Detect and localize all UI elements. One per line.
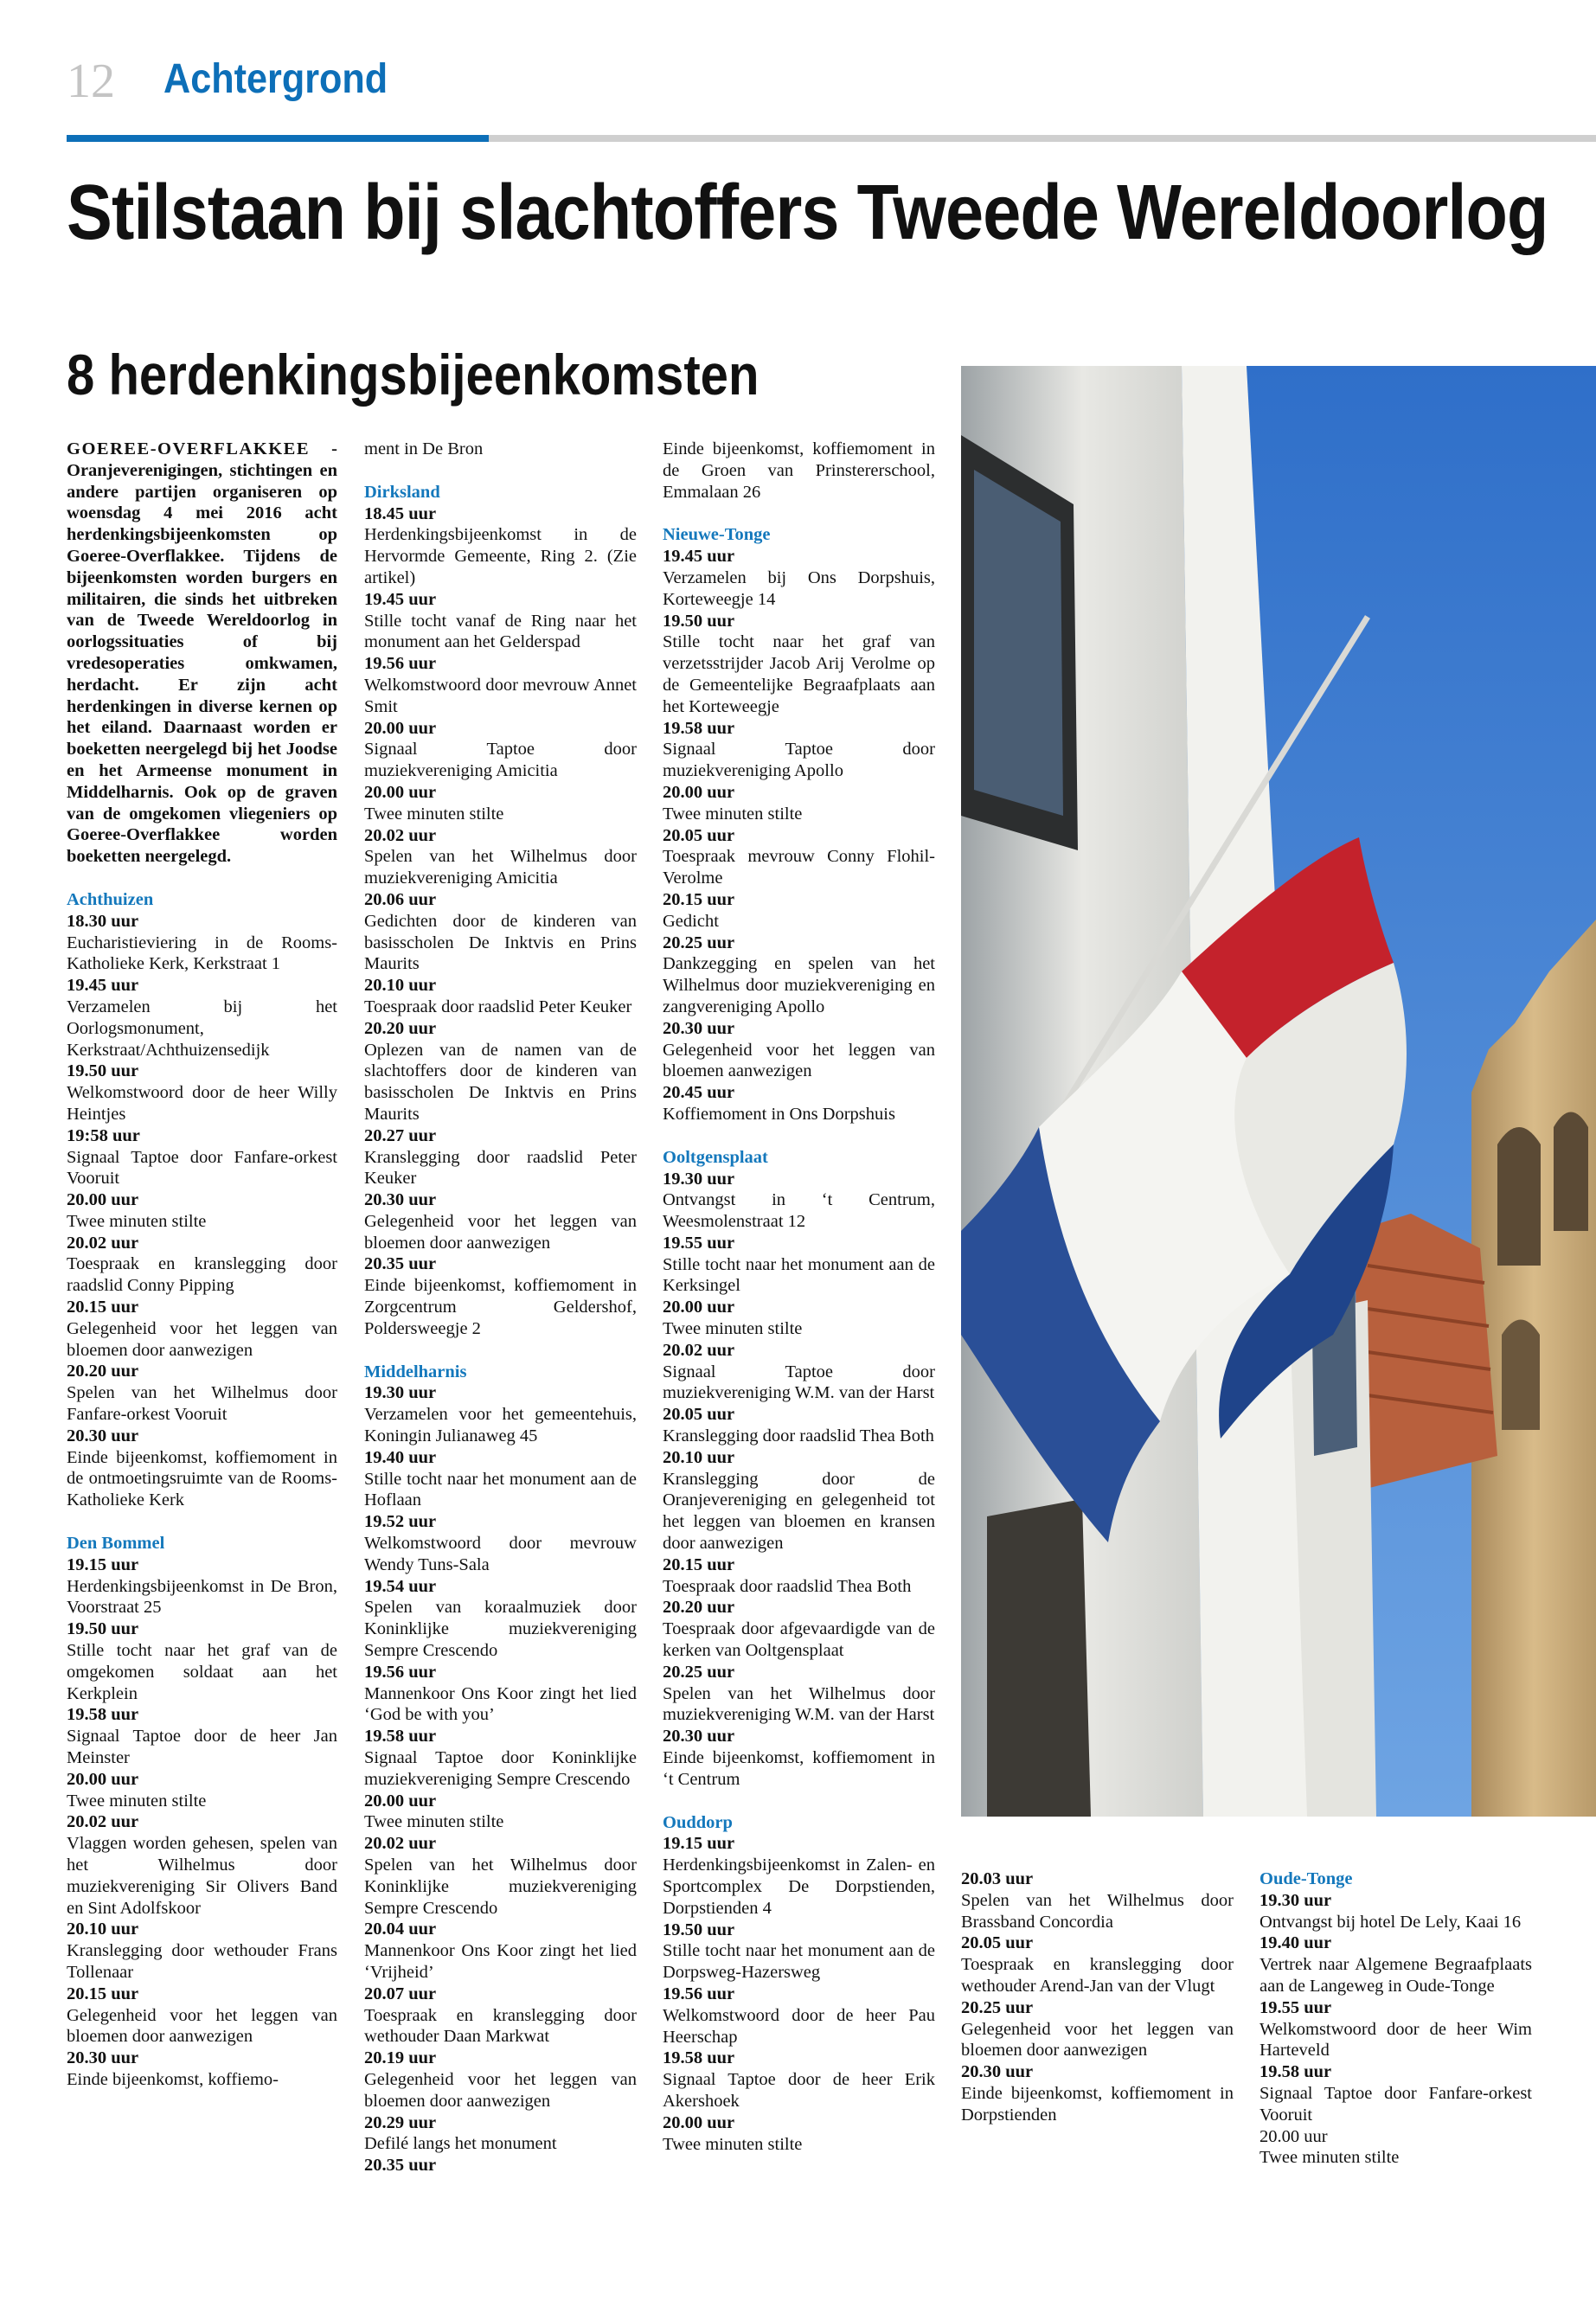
- event-description: Eucharistieviering in de Rooms-Katholieke Kerk, Kerkstraat 1: [67, 933, 337, 974]
- time-label: 19.56 uur: [364, 1662, 437, 1682]
- time-label: 20.02 uur: [67, 1233, 139, 1253]
- event-description: Toespraak mevrouw Conny Flohil-Verolme: [663, 847, 935, 888]
- time-label: 20.10 uur: [364, 976, 437, 996]
- time-label: 20.00 uur: [663, 1298, 735, 1317]
- time-label: 20.19 uur: [364, 2048, 437, 2068]
- event-description: Toespraak en kranslegging door raadslid Conny Pipping: [67, 1254, 337, 1296]
- event-description: Koffiemoment in Ons Dorpshuis: [663, 1104, 895, 1124]
- article-headline: Stilstaan bij slachtoffers Tweede Wereldoorlog: [67, 170, 1548, 256]
- event-description: Defilé langs het monument: [364, 2134, 557, 2154]
- time-label: 19.30 uur: [364, 1383, 437, 1403]
- event-description: Ontvangst bij hotel De Lely, Kaai 16: [1259, 1912, 1522, 1932]
- time-label: 19.58 uur: [364, 1727, 437, 1747]
- time-label: 20.29 uur: [364, 2112, 437, 2132]
- event-description: Ontvangst in ‘t Centrum, Weesmolenstraat 12: [663, 1190, 935, 1232]
- time-label: 19.45 uur: [364, 589, 437, 609]
- schedule-oude-tonge: [1259, 1868, 1532, 2169]
- article-subhead: 8 herdenkingsbijeenkomsten: [67, 343, 760, 407]
- event-description: Mannenkoor Ons Koor zingt het lied ‘Vrijheid’: [364, 1941, 637, 1982]
- event-description: Stille tocht naar het monument aan de Hoflaan: [364, 1469, 637, 1510]
- time-label: 20.25 uur: [663, 1662, 735, 1682]
- time-label: 19.15 uur: [663, 1834, 735, 1854]
- event-description: Gelegenheid voor het leggen van bloemen door aanwezigen: [67, 2005, 337, 2047]
- time-label: 19.30 uur: [663, 1169, 735, 1189]
- place-heading: Dirksland: [364, 482, 440, 502]
- event-description: Twee minuten stilte: [1259, 2148, 1400, 2168]
- time-label: 20.30 uur: [67, 1426, 139, 1445]
- time-label: 20.03 uur: [961, 1869, 1034, 1888]
- event-description: Stille tocht naar het monument aan de Dorpsweg-Hazersweg: [663, 1941, 935, 1983]
- event-description: Twee minuten stilte: [67, 1211, 207, 1231]
- event-description: Welkomstwoord door mevrouw Wendy Tuns-Sala: [364, 1534, 637, 1574]
- event-description: Welkomstwoord door de heer Wim Harteveld: [1259, 2019, 1532, 2061]
- time-label: 20.30 uur: [961, 2062, 1034, 2082]
- schedule-den-bommel-continued: [364, 439, 637, 460]
- time-label: 20.27 uur: [364, 1125, 437, 1145]
- event-description: Kranslegging door raadslid Thea Both: [663, 1426, 934, 1446]
- event-description: Gelegenheid voor het leggen van bloemen door aanwezigen: [364, 2069, 637, 2111]
- event-description: Vlaggen worden gehesen, spelen van het Wilhelmus door muziekvereniging Sir Olivers Band en Sint Adolfskoor: [67, 1834, 337, 1918]
- text-column-3: [663, 439, 935, 2155]
- event-description: Toespraak door afgevaardigde van de kerken van Ooltgensplaat: [663, 1619, 935, 1661]
- time-label: 20.05 uur: [961, 1933, 1034, 1953]
- event-description: Kranslegging door wethouder Frans Tollenaar: [67, 1941, 337, 1982]
- time-label: 20.35 uur: [364, 1254, 437, 1274]
- time-label: 20.04 uur: [364, 1920, 437, 1939]
- event-description: Signaal Taptoe door de heer Erik Akershoek: [663, 2070, 935, 2111]
- time-label: 20.30 uur: [663, 1727, 735, 1747]
- event-description-continued: Einde bijeenkomst, koffiemoment in de Groen van Prinstererschool, Emmalaan 26: [663, 439, 935, 502]
- event-description: Oplezen van de namen van de slachtoffers door de kinderen van basisscholen De Inktvis en Prins Maurits: [364, 1040, 637, 1124]
- time-label: 19.58 uur: [663, 718, 735, 738]
- intro-text: - Oranjeverenigingen, stichtingen en andere partijen organiseren op woensdag 4 mei 2016 acht herdenkingsbijeenkomsten op Goeree-Overflakkee. Tijdens de bijeenkomsten worden burgers en militairen, die sinds het uitbreken van de Tweede Wereldoorlog in oorlogssituaties of bij vredesoperaties omkwamen, herdacht. Er zijn acht herdenkingen in diverse kernen op het eiland. Daarnaast worden er boeketten neergelegd bij het Joodse en het Armeense monument in Middelharnis. Ook op de graven van de omgekomen vliegeniers op Goeree-Overflakkee worden boeketten neergelegd.: [67, 439, 337, 867]
- time-label: 20.05 uur: [663, 1405, 735, 1425]
- event-description: Spelen van het Wilhelmus door Koninklijke muziekvereniging Sempre Crescendo: [364, 1856, 637, 1918]
- event-description: Signaal Taptoe door muziekvereniging Apollo: [663, 740, 935, 781]
- intro-paragraph: [67, 439, 337, 868]
- time-label: 20.00 uur: [663, 2112, 735, 2132]
- place-heading: Ouddorp: [663, 1812, 733, 1832]
- event-description: Signaal Taptoe door Koninklijke muziekvereniging Sempre Crescendo: [364, 1748, 637, 1789]
- event-description: Herdenkingsbijeenkomst in de Hervormde Gemeente, Ring 2. (Zie artikel): [364, 525, 637, 587]
- time-label: 19.58 uur: [1259, 2062, 1332, 2082]
- event-description: Einde bijeenkomst, koffiemoment in ‘t Centrum: [663, 1748, 935, 1789]
- time-label: 20.15 uur: [67, 1984, 139, 2003]
- text-column-4: [961, 1868, 1234, 2126]
- place-heading: Achthuizen: [67, 889, 154, 909]
- event-description: Spelen van het Wilhelmus door Brassband Concordia: [961, 1890, 1234, 1932]
- time-label: 20.00 uur: [364, 1791, 437, 1811]
- event-description: Einde bijeenkomst, koffiemoment in Dorpstienden: [961, 2083, 1234, 2125]
- time-label: 20.02 uur: [663, 1340, 735, 1360]
- place-heading: Den Bommel: [67, 1534, 165, 1554]
- time-label: 20.05 uur: [663, 825, 735, 845]
- event-description: Welkomstwoord door de heer Willy Heintjes: [67, 1083, 337, 1124]
- dutch-flag-on-building-photo: [961, 366, 1596, 1817]
- place-heading: Ooltgensplaat: [663, 1147, 768, 1167]
- time-label: 19.55 uur: [663, 1233, 735, 1253]
- schedule-dirksland: [364, 482, 637, 1340]
- event-description: Twee minuten stilte: [663, 1319, 803, 1339]
- time-label: 20.02 uur: [364, 1834, 437, 1854]
- event-description: Signaal Taptoe door Fanfare-orkest Vooruit: [67, 1147, 337, 1189]
- time-label: 20.45 uur: [663, 1083, 735, 1103]
- event-description: Gelegenheid voor het leggen van bloemen door aanwezigen: [364, 1211, 637, 1253]
- event-description: Kranslegging door de Oranjevereniging en gelegenheid tot het leggen van bloemen en kransen door aanwezigen: [663, 1469, 935, 1554]
- event-description: Toespraak en kranslegging door wethouder Arend-Jan van der Vlugt: [961, 1955, 1234, 1996]
- time-label: 18.45 uur: [364, 503, 437, 523]
- schedule-achthuizen: [67, 889, 337, 1511]
- time-label: 19.50 uur: [663, 1920, 735, 1939]
- event-description: Welkomstwoord door mevrouw Annet Smit: [364, 675, 637, 716]
- event-description: Signaal Taptoe door muziekvereniging W.M. van der Harst: [663, 1362, 935, 1403]
- time-label: 20.30 uur: [67, 2048, 139, 2068]
- time-label: 19.58 uur: [663, 2048, 735, 2068]
- event-description: Einde bijeenkomst, koffiemo-: [67, 2069, 279, 2089]
- time-label: 19.56 uur: [364, 654, 437, 674]
- schedule-nieuwe-tonge: [663, 524, 935, 1125]
- time-label: 19.55 uur: [1259, 1997, 1332, 2017]
- event-description: Gelegenheid voor het leggen van bloemen aanwezigen: [663, 1040, 935, 1081]
- text-column-5: [1259, 1868, 1532, 2169]
- event-description: Mannenkoor Ons Koor zingt het lied ‘God be with you’: [364, 1683, 637, 1725]
- time-label: 19.40 uur: [364, 1447, 437, 1467]
- time-label: 20.02 uur: [364, 825, 437, 845]
- time-label: 20.30 uur: [663, 1018, 735, 1038]
- event-description: Toespraak en kranslegging door wethouder Daan Markwat: [364, 2005, 637, 2047]
- page-number: 12: [67, 54, 115, 108]
- event-description: Signaal Taptoe door de heer Jan Meinster: [67, 1727, 337, 1768]
- time-label: 20.20 uur: [364, 1018, 437, 1038]
- intro-dateline: GOEREE-OVERFLAKKEE: [67, 439, 311, 458]
- schedule-middelharnis-continued: [663, 439, 935, 503]
- event-description: Herdenkingsbijeenkomst in Zalen- en Sportcomplex De Dorpstienden, Dorpstienden 4: [663, 1856, 935, 1918]
- event-description: Verzamelen bij Ons Dorpshuis, Korteweegje 14: [663, 567, 935, 609]
- page-header: [67, 50, 1596, 111]
- time-label: 18.30 uur: [67, 911, 139, 931]
- time-label: 20.10 uur: [663, 1447, 735, 1467]
- event-description: Gelegenheid voor het leggen van bloemen door aanwezigen: [67, 1318, 337, 1360]
- event-description: Spelen van het Wilhelmus door muziekvereniging W.M. van der Harst: [663, 1683, 935, 1725]
- event-description: Signaal Taptoe door Fanfare-orkest Vooruit: [1259, 2083, 1532, 2125]
- event-description: Gedicht: [663, 911, 719, 931]
- time-label: 20.00 uur: [1259, 2126, 1328, 2146]
- time-label: 20.02 uur: [67, 1812, 139, 1832]
- event-description: Verzamelen bij het Oorlogsmonument, Kerkstraat/Achthuizensedijk: [67, 997, 337, 1060]
- event-description: Twee minuten stilte: [663, 2134, 803, 2154]
- event-description: Stille tocht naar het graf van de omgekomen soldaat aan het Kerkplein: [67, 1641, 337, 1703]
- event-description: Twee minuten stilte: [364, 804, 504, 824]
- section-title: Achtergrond: [163, 56, 388, 102]
- time-label: 19.56 uur: [663, 1984, 735, 2003]
- event-description: Einde bijeenkomst, koffiemoment in de ontmoetingsruimte van de Rooms-Katholieke Kerk: [67, 1447, 337, 1510]
- schedule-den-bommel: [67, 1533, 337, 2091]
- schedule-ooltgensplaat: [663, 1147, 935, 1791]
- flag-photo: [961, 366, 1596, 1817]
- time-label: 20.30 uur: [364, 1190, 437, 1210]
- time-label: 20.20 uur: [663, 1598, 735, 1618]
- event-description: Verzamelen voor het gemeentehuis, Koningin Julianaweg 45: [364, 1405, 637, 1446]
- time-label: 19.45 uur: [663, 547, 735, 567]
- time-label: 20.07 uur: [364, 1984, 437, 2003]
- event-description: Welkomstwoord door de heer Pau Heerschap: [663, 2005, 935, 2047]
- time-label: 20.00 uur: [67, 1190, 139, 1210]
- time-label: 20.00 uur: [364, 782, 437, 802]
- place-heading: Nieuwe-Tonge: [663, 525, 771, 545]
- schedule-ouddorp: [663, 1812, 935, 2156]
- time-label: 19.45 uur: [67, 976, 139, 996]
- time-label: 19.50 uur: [67, 1619, 139, 1639]
- event-description: Stille tocht naar het monument aan de Kerksingel: [663, 1254, 935, 1296]
- time-label: 19.50 uur: [67, 1061, 139, 1081]
- event-description: Spelen van koraalmuziek door Koninklijke muziekvereniging Sempre Crescendo: [364, 1598, 637, 1661]
- schedule-ouddorp-continued: [961, 1868, 1234, 2126]
- time-label: 20.15 uur: [663, 889, 735, 909]
- time-label: 19.30 uur: [1259, 1890, 1332, 1910]
- event-description: Toespraak door raadslid Peter Keuker: [364, 997, 632, 1016]
- event-description-continued: ment in De Bron: [364, 439, 484, 458]
- time-label: 19.52 uur: [364, 1512, 437, 1532]
- text-column-1: [67, 439, 337, 2091]
- event-description: Spelen van het Wilhelmus door Fanfare-orkest Vooruit: [67, 1383, 337, 1425]
- event-description: Einde bijeenkomst, koffiemoment in Zorgcentrum Geldershof, Poldersweegje 2: [364, 1276, 637, 1338]
- event-description: Stille tocht naar het graf van verzetsstrijder Jacob Arij Verolme op de Gemeentelijke Begraafplaats aan het Korteweegje: [663, 632, 935, 716]
- time-label: 19.15 uur: [67, 1554, 139, 1574]
- event-description: Kranslegging door raadslid Peter Keuker: [364, 1147, 637, 1189]
- time-label: 20.15 uur: [67, 1298, 139, 1317]
- event-description: Twee minuten stilte: [364, 1812, 504, 1832]
- event-description: Twee minuten stilte: [663, 804, 803, 824]
- time-label: 20.10 uur: [67, 1920, 139, 1939]
- header-rule-accent: [67, 135, 489, 142]
- time-label: 20.15 uur: [663, 1554, 735, 1574]
- text-column-2: [364, 439, 637, 2176]
- schedule-middelharnis: [364, 1362, 637, 2176]
- time-label: 19.54 uur: [364, 1576, 437, 1596]
- time-label: 20.35 uur: [364, 2156, 437, 2176]
- place-heading: Oude-Tonge: [1259, 1869, 1353, 1888]
- place-heading: Middelharnis: [364, 1362, 467, 1381]
- event-description: Signaal Taptoe door muziekvereniging Amicitia: [364, 740, 637, 781]
- event-description: Twee minuten stilte: [67, 1791, 207, 1811]
- time-label: 20.00 uur: [67, 1769, 139, 1789]
- event-description: Stille tocht vanaf de Ring naar het monument aan het Gelderspad: [364, 611, 637, 652]
- event-description: Gedichten door de kinderen van basisscholen De Inktvis en Prins Maurits: [364, 911, 637, 974]
- event-description: Toespraak door raadslid Thea Both: [663, 1576, 912, 1596]
- time-label: 20.00 uur: [663, 782, 735, 802]
- event-description: Gelegenheid voor het leggen van bloemen door aanwezigen: [961, 2019, 1234, 2061]
- event-description: Spelen van het Wilhelmus door muziekvereniging Amicitia: [364, 847, 637, 888]
- time-label: 19:58 uur: [67, 1125, 140, 1145]
- time-label: 19.50 uur: [663, 611, 735, 631]
- time-label: 20.00 uur: [364, 718, 437, 738]
- event-description: Vertrek naar Algemene Begraafplaats aan de Langeweg in Oude-Tonge: [1259, 1955, 1532, 1996]
- time-label: 20.25 uur: [663, 933, 735, 952]
- event-description: Herdenkingsbijeenkomst in De Bron, Voorstraat 25: [67, 1576, 337, 1618]
- time-label: 20.20 uur: [67, 1362, 139, 1381]
- event-description: Dankzegging en spelen van het Wilhelmus door muziekvereniging en zangvereniging Apollo: [663, 954, 935, 1016]
- time-label: 19.40 uur: [1259, 1933, 1332, 1953]
- time-label: 20.25 uur: [961, 1997, 1034, 2017]
- time-label: 19.58 uur: [67, 1705, 139, 1725]
- time-label: 20.06 uur: [364, 889, 437, 909]
